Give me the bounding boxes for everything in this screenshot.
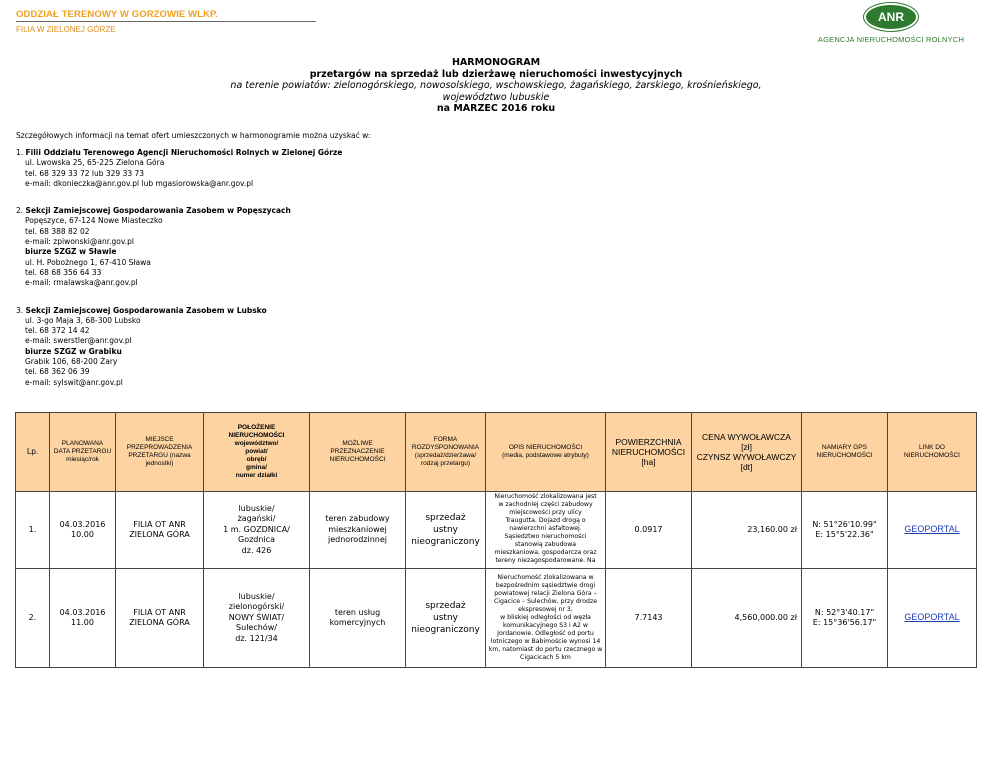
contact-1 bbox=[16, 148, 616, 189]
contact-address: ul. 3-go Maja 3, 68-300 Lubsko bbox=[25, 315, 141, 325]
contact-name: Filii Oddziału Terenowego Agencji Nieruchomości Rolnych w Zielonej Górze bbox=[25, 148, 343, 157]
cell-price: 23,160.00 zł bbox=[692, 492, 802, 569]
contact-number: 3. bbox=[16, 305, 24, 315]
title-line-1: HARMONOGRAM bbox=[451, 57, 541, 68]
branch-name: FILIA W ZIELONEJ GÓRZE bbox=[16, 25, 116, 34]
contact-number: 2. bbox=[16, 206, 24, 216]
logo-agency-name: AGENCJA NIERUCHOMOŚCI ROLNYCH bbox=[817, 35, 965, 44]
sub-office-address: ul. H. Pobożnego 1, 67-410 Sława bbox=[25, 257, 151, 267]
table-row bbox=[16, 492, 977, 569]
sub-office-name: biurze SZGZ w Sławie bbox=[25, 247, 117, 257]
cell-location: lubuskie/ żagański/ 1 m. GOZDNICA/ Gozdnica dz. 426 bbox=[204, 492, 310, 569]
contact-number: 1. bbox=[16, 148, 24, 157]
contact-address: Popęszyce, 67-124 Nowe Miasteczko bbox=[25, 216, 163, 226]
cell-location: lubuskie/ zielonogórski/ NOWY ŚWIAT/ Sulechów/ dz. 121/34 bbox=[204, 569, 310, 668]
header-purpose: MOŻLIWE PRZEZNACZENIE NIERUCHOMOŚCI bbox=[310, 413, 406, 492]
sub-office-address: Grabik 106, 68-200 Żary bbox=[25, 357, 118, 367]
contact-address: ul. Lwowska 25, 65-225 Zielona Góra bbox=[25, 158, 165, 168]
contact-name: Sekcji Zamiejscowej Gospodarowania Zasobem w Popęszycach bbox=[25, 206, 291, 216]
contact-name: Sekcji Zamiejscowej Gospodarowania Zasobem w Lubsko bbox=[25, 305, 267, 315]
logo-emblem: ANR bbox=[864, 3, 918, 31]
geoportal-link[interactable]: GEOPORTAL bbox=[904, 524, 960, 535]
contact-email: e-mail: zpiwonski@anr.gov.pl bbox=[25, 237, 134, 247]
header-form: FORMA ROZDYSPONOWANIA (sprzedaż/dzierżawa/ rodzaj przetargu) bbox=[406, 413, 486, 492]
cell-purpose: teren usług komercyjnych bbox=[310, 569, 406, 668]
cell-place: FILIA OT ANR ZIELONA GÓRA bbox=[116, 569, 204, 668]
document-title bbox=[0, 57, 992, 115]
office-header bbox=[16, 9, 316, 34]
contact-phone: tel. 68 388 82 02 bbox=[25, 226, 90, 236]
table-row bbox=[16, 569, 977, 668]
geoportal-link[interactable]: GEOPORTAL bbox=[904, 612, 960, 623]
sub-office-name: biurze SZGZ w Grabiku bbox=[25, 346, 122, 356]
contact-3 bbox=[16, 306, 616, 388]
cell-lp: 2. bbox=[16, 569, 50, 668]
table-header-row bbox=[16, 413, 977, 492]
office-name: ODDZIAŁ TERENOWY W GORZOWIE WLKP. bbox=[16, 9, 316, 22]
contact-phone: tel. 68 372 14 42 bbox=[25, 326, 90, 336]
cell-description bbox=[486, 569, 606, 668]
contact-email: e-mail: swerstler@anr.gov.pl bbox=[25, 336, 132, 346]
header-price: CENA WYWOŁAWCZA [zł] CZYNSZ WYWOŁAWCZY [dt] bbox=[692, 413, 802, 492]
header-description: OPIS NIERUCHOMOŚCI (media, podstawowe atrybuty) bbox=[486, 413, 606, 492]
cell-area: 7.7143 bbox=[606, 569, 692, 668]
cell-description bbox=[486, 492, 606, 569]
contact-email: e-mail: dkonieczka@anr.gov.pl lub mgasiorowska@anr.gov.pl bbox=[25, 178, 254, 188]
contacts-list bbox=[16, 148, 616, 405]
header-gps: NAMIARY GPS NIERUCHOMOŚCI bbox=[802, 413, 888, 492]
cell-date: 04.03.2016 11.00 bbox=[50, 569, 116, 668]
sub-office-phone: tel. 68 362 06 39 bbox=[25, 367, 90, 377]
anr-logo bbox=[806, 3, 976, 44]
cell-purpose: teren zabudowy mieszkaniowej jednorodzinnej bbox=[310, 492, 406, 569]
cell-price: 4,560,000.00 zł bbox=[692, 569, 802, 668]
cell-link bbox=[888, 569, 977, 668]
title-line-3: na terenie powiatów: zielonogórskiego, nowosolskiego, wschowskiego, żagańskiego, żarskiego, krośnieńskiego, bbox=[230, 80, 762, 91]
cell-gps: N: 52°3'40.17" E: 15°36'56.17" bbox=[802, 569, 888, 668]
header-area: POWIERZCHNIA NIERUCHOMOŚCI [ha] bbox=[606, 413, 692, 492]
cell-lp: 1. bbox=[16, 492, 50, 569]
title-line-5: na MARZEC 2016 roku bbox=[436, 103, 556, 114]
description-scroll[interactable]: Nieruchomość zlokalizowana jest w zachodniej części zabudowy miejscowości przy ulicy Traugutta. Dojazd drogą o nawierzchni asfaltowej. Sąsiedztwo nieruchomości stanowią zabudowa mieszkaniowa, gospodarcza oraz tereny niezagospodarowane. Na bbox=[494, 493, 597, 564]
contact-2 bbox=[16, 206, 616, 288]
header-link: LINK DO NIERUCHOMOŚCI bbox=[888, 413, 977, 492]
header-place: MIEJSCE PRZEPROWADZENIA PRZETARGU (nazwa jednostki) bbox=[116, 413, 204, 492]
sub-office-phone: tel. 68 68 356 64 33 bbox=[25, 267, 102, 277]
intro-text: Szczegółowych informacji na temat ofert umieszczonych w harmonogramie można uzyskać w: bbox=[16, 131, 371, 140]
cell-date: 04.03.2016 10.00 bbox=[50, 492, 116, 569]
sub-office-email: e-mail: rmalawska@anr.gov.pl bbox=[25, 278, 138, 288]
cell-gps: N: 51°26'10.99" E: 15°5'22.36" bbox=[802, 492, 888, 569]
header-date: PLANOWANA DATA PRZETARGU miesiąc/rok bbox=[50, 413, 116, 492]
cell-link bbox=[888, 492, 977, 569]
schedule-table bbox=[15, 412, 977, 668]
contact-phone: tel. 68 329 33 72 lub 329 33 73 bbox=[25, 168, 145, 178]
header-location: POŁOŻENIE NIERUCHOMOŚCI województwo/ powiat/ obręb/ gmina/ numer działki bbox=[204, 413, 310, 492]
cell-form: sprzedaż ustny nieograniczony bbox=[406, 569, 486, 668]
sub-office-email: e-mail: sylswit@anr.gov.pl bbox=[25, 377, 123, 387]
cell-area: 0.0917 bbox=[606, 492, 692, 569]
title-line-2: przetargów na sprzedaż lub dzierżawę nieruchomości inwestycyjnych bbox=[309, 68, 683, 80]
cell-place: FILIA OT ANR ZIELONA GÓRA bbox=[116, 492, 204, 569]
cell-form: sprzedaż ustny nieograniczony bbox=[406, 492, 486, 569]
description-scroll[interactable]: Nieruchomość zlokalizowana w bezpośrednim sąsiedztwie drogi powiatowej relacji Zielona Góra – Cigacice – Sulechów, przy drodze ekspresowej nr 3, w bliskiej odległości od węzła komunikacyjnego S3 i A2 w Jordanowie. Odległość od portu lotniczego w Babimoście wynosi 14 km, natomiast do portu rzecznego w Cigacicach 5 km bbox=[488, 574, 603, 661]
header-lp: Lp. bbox=[16, 413, 50, 492]
title-line-4: województwo lubuskie bbox=[442, 91, 550, 103]
